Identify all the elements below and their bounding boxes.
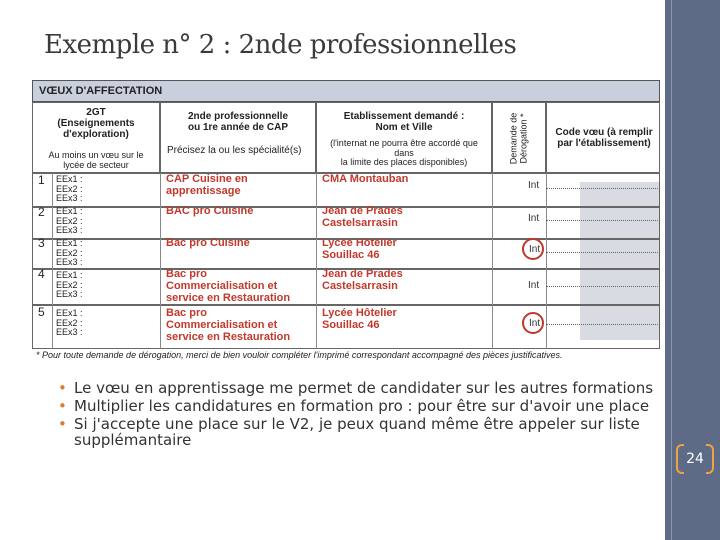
bracket-left-icon (676, 444, 684, 474)
row-formation: Bac pro Commercialisation et service en Restauration (166, 307, 291, 343)
header-derog: Demande de Dérogation * (508, 112, 528, 165)
row-etab: Jean de Prades Castelsarrasin (322, 268, 403, 292)
bullet-item: • Si j'accepte une place sur le V2, je peux quand même être appeler sur liste supplémantaire (58, 416, 658, 448)
header-etab: Etablissement demandé : Nom et Ville (343, 111, 465, 133)
row-formation: Bac pro Commercialisation et service en Restauration (166, 268, 291, 304)
page-number-text: 24 (686, 451, 704, 467)
ee-labels: EEx1 : EEx2 : EEx3 : (56, 174, 83, 203)
header-cell-etab (316, 102, 492, 173)
slide-title: Exemple n° 2 : 2nde professionnelles (44, 30, 517, 60)
ee-labels: EEx1 : EEx2 : EEx3 : (56, 270, 83, 299)
header-cell-code (546, 102, 660, 173)
row-etab: Jean de Prades Castelsarrasin (322, 205, 403, 229)
header-2pro: 2nde professionnelle ou 1re année de CAP (187, 111, 289, 133)
ee-labels: EEx1 : EEx2 : EEx3 : (56, 238, 83, 267)
int-label: Int (528, 213, 540, 224)
bracket-right-icon (706, 444, 714, 474)
affectation-form-image (32, 80, 660, 362)
header-etab-sub: (l'internat ne pourra être accordé que dans la limite des places disponibles) (330, 138, 478, 167)
bullet-list (58, 380, 658, 450)
page-number (676, 444, 714, 474)
header-2pro-sub: Précisez la ou les spécialité(s) (167, 145, 302, 156)
row-number: 4 (38, 267, 45, 281)
highlight-circle (522, 238, 544, 260)
row-formation: Bac pro Cuisine (166, 237, 250, 249)
int-label: Int (528, 180, 540, 191)
header-cell-2pro (160, 102, 316, 173)
form-header: VŒUX D'AFFECTATION (32, 80, 660, 102)
ee-labels: EEx1 : EEx2 : EEx3 : (56, 308, 83, 337)
row-formation: BAC pro Cuisine (166, 205, 254, 217)
bullet-item: • Le vœu en apprentissage me permet de candidater sur les autres formations (58, 380, 658, 396)
header-cell-2gt (32, 102, 160, 173)
bullet-item: • Multiplier les candidatures en formation pro : pour être sur d'avoir une place (58, 398, 658, 414)
highlight-circle (522, 312, 544, 334)
form-footnote: * Pour toute demande de dérogation, merci de bien vouloir compléter l'imprimé correspondant accompagné des pièces justificatives. (36, 350, 563, 360)
row-number: 5 (38, 305, 45, 319)
row-number: 3 (38, 236, 45, 250)
int-label: Int (529, 244, 541, 255)
row-etab: Lycée Hôtelier Souillac 46 (322, 307, 397, 331)
row-etab: Lycée Hôtelier Souillac 46 (322, 237, 397, 261)
header-2gt: 2GT (Enseignements d'exploration) (57, 107, 135, 140)
ee-labels: EEx1 : EEx2 : EEx3 : (56, 206, 83, 235)
row-number: 2 (38, 205, 45, 219)
header-code: Code vœu (à remplir par l'établissement) (555, 127, 653, 149)
int-label: Int (529, 318, 541, 329)
int-label: Int (528, 280, 540, 291)
header-2gt-sub: Au moins un vœu sur le lycée de secteur (48, 150, 144, 170)
row-formation: CAP Cuisine en apprentissage (166, 173, 248, 197)
row-number: 1 (38, 173, 45, 187)
header-cell-derog (492, 102, 546, 173)
row-etab: CMA Montauban (322, 173, 409, 185)
